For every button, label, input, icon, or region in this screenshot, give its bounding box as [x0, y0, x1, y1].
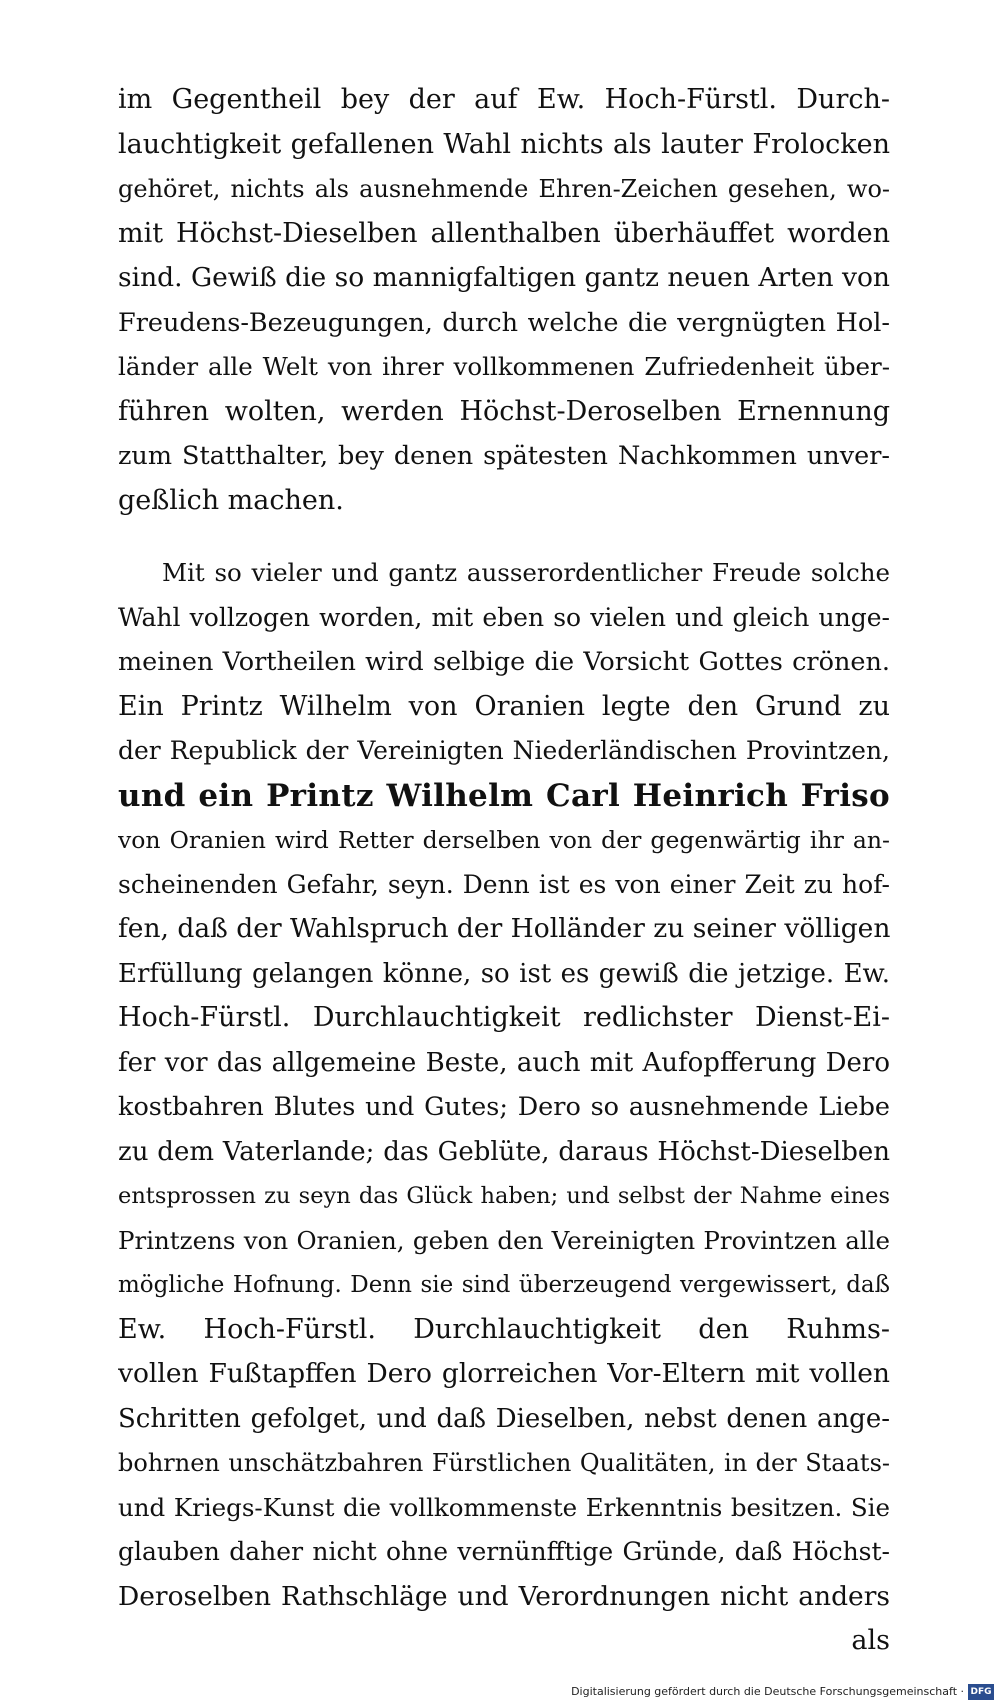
text-line: scheinenden Gefahr, seyn. Denn ist es von einer Zeit zu hof-	[118, 869, 890, 899]
text-line: Schritten gefolget, und daß Dieselben, nebst denen ange-	[118, 1403, 890, 1434]
text-line: zum Statthalter, bey denen spätesten Nachkommen unver-	[118, 441, 890, 471]
text-line: kostbahren Blutes und Gutes; Dero so ausnehmende Liebe	[118, 1092, 890, 1122]
text-line: länder alle Welt von ihrer vollkommenen Zufriedenheit über-	[118, 352, 890, 381]
text-line: fer vor das allgemeine Beste, auch mit Aufopfferung Dero	[118, 1047, 890, 1078]
text-line: Deroselben Rathschläge und Verordnungen nicht anders	[118, 1580, 890, 1612]
text-line: und ein Printz Wilhelm Carl Heinrich Friso	[118, 777, 890, 814]
footer	[0, 1681, 1000, 1707]
text-line: von Oranien wird Retter derselben von der gegenwärtig ihr an-	[118, 826, 890, 854]
text-line: im Gegentheil bey der auf Ew. Hoch-Fürstl. Durch-	[118, 84, 890, 115]
text-line: Hoch-Fürstl. Durchlauchtigkeit redlichster Dienst-Ei-	[118, 1002, 890, 1033]
text-line: lauchtigkeit gefallenen Wahl nichts als lauter Frolocken	[118, 128, 890, 160]
catchword: als	[851, 1625, 890, 1656]
text-line: Wahl vollzogen worden, mit eben so vielen und gleich unge-	[118, 602, 890, 632]
text-line: Ein Printz Wilhelm von Oranien legte den Grund zu	[118, 690, 890, 722]
text-line: bohrnen unschätzbahren Fürstlichen Qualitäten, in der Staats-	[118, 1449, 890, 1477]
text-line: Printzens von Oranien, geben den Vereinigten Provintzen alle	[118, 1225, 890, 1255]
text-line: mit Höchst-Dieselben allenthalben überhäuffet worden	[118, 217, 890, 249]
text-line: Ew. Hoch-Fürstl. Durchlauchtigkeit den Ruhms-	[118, 1313, 890, 1345]
footer-credit: Digitalisierung gefördert durch die Deutsche Forschungsgemeinschaft ·	[571, 1685, 964, 1698]
text-line: zu dem Vaterlande; das Geblüte, daraus Höchst-Dieselben	[118, 1136, 890, 1167]
text-line: Freudens-Bezeugungen, durch welche die vergnügten Hol-	[118, 307, 890, 338]
text-line: führen wolten, werden Höchst-Deroselben Ernennung	[118, 395, 890, 427]
text-line: entsprossen zu seyn das Glück haben; und selbst der Nahme eines	[118, 1183, 890, 1209]
text-line: Erfüllung gelangen könne, so ist es gewiß die jetzige. Ew.	[118, 958, 890, 989]
text-line: vollen Fußtapffen Dero glorreichen Vor-Eltern mit vollen	[118, 1358, 890, 1389]
paragraph-gap	[118, 523, 890, 551]
text-line: glauben daher nicht ohne vernünfftige Gründe, daß Höchst-	[118, 1537, 890, 1566]
text-line: und Kriegs-Kunst die vollkommenste Erkenntnis besitzen. Sie	[118, 1492, 890, 1522]
text-line: fen, daß der Wahlspruch der Holländer zu seiner völligen	[118, 913, 890, 944]
text-line: gehöret, nichts als ausnehmende Ehren-Zeichen gesehen, wo-	[118, 175, 890, 203]
text-line: geßlich machen.	[118, 484, 344, 516]
text-line: Mit so vieler und gantz ausserordentlicher Freude solche	[162, 558, 890, 587]
text-line: mögliche Hofnung. Denn sie sind überzeugend vergewissert, daß	[118, 1272, 890, 1298]
body-text	[118, 78, 890, 1664]
text-line: meinen Vortheilen wird selbige die Vorsicht Gottes crönen.	[118, 647, 890, 677]
dfg-logo: DFG	[968, 1684, 994, 1700]
text-line: der Republick der Vereinigten Niederländischen Provintzen,	[118, 736, 890, 765]
text-line: sind. Gewiß die so mannigfaltigen gantz neuen Arten von	[118, 262, 890, 293]
